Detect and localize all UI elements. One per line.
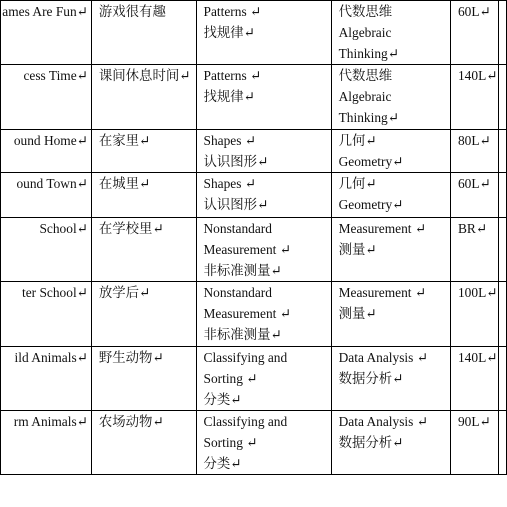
- standard-line: 代数思维: [338, 68, 393, 83]
- topic-line: 找规律↵: [203, 89, 255, 104]
- table-row: [1, 1, 507, 65]
- standard-line: 代数思维: [338, 4, 393, 19]
- edge-cell: [498, 173, 506, 218]
- english-title: ound Town↵: [16, 176, 88, 191]
- lexile-level: 90L↵: [457, 414, 491, 429]
- chinese-title-cell: [91, 347, 196, 411]
- topic-line: Nonstandard: [203, 285, 272, 300]
- chinese-title-cell: [91, 130, 196, 173]
- topic-cell: [196, 218, 331, 282]
- edge-cell: [498, 218, 506, 282]
- english-title: ound Home↵: [13, 133, 88, 148]
- english-title: ild Animals↵: [14, 350, 88, 365]
- standard-line: 测量↵: [338, 242, 377, 257]
- level-cell: [450, 411, 498, 475]
- chinese-title: 在家里↵: [98, 133, 151, 148]
- level-cell: [450, 347, 498, 411]
- topic-line: 认识图形↵: [203, 154, 269, 169]
- chinese-title: 在学校里↵: [98, 221, 164, 236]
- english-title-cell: [1, 411, 92, 475]
- chinese-title-cell: [91, 218, 196, 282]
- standard-line: Measurement ↵: [338, 285, 427, 300]
- topic-cell: [196, 411, 331, 475]
- standard-line: Data Analysis ↵: [338, 414, 428, 429]
- english-title-cell: [1, 282, 92, 347]
- topic-line: 非标准测量↵: [203, 327, 282, 342]
- chinese-title: 农场动物↵: [98, 414, 164, 429]
- english-title: ter School↵: [22, 285, 88, 300]
- table-body: [1, 1, 507, 475]
- topic-line: Nonstandard: [203, 221, 272, 236]
- standard-line: Algebraic: [338, 25, 392, 40]
- chinese-title: 在城里↵: [98, 176, 151, 191]
- topic-line: Classifying and: [203, 414, 288, 429]
- standard-cell: [331, 130, 450, 173]
- chinese-title-cell: [91, 411, 196, 475]
- topic-cell: [196, 1, 331, 65]
- level-cell: [450, 1, 498, 65]
- english-title-cell: [1, 1, 92, 65]
- english-title-cell: [1, 218, 92, 282]
- topic-line: Shapes ↵: [203, 133, 257, 148]
- english-title: rm Animals↵: [13, 414, 88, 429]
- english-title-cell: [1, 173, 92, 218]
- english-title-cell: [1, 130, 92, 173]
- topic-line: Patterns ↵: [203, 4, 262, 19]
- table-row: [1, 282, 507, 347]
- topic-cell: [196, 347, 331, 411]
- standard-line: Data Analysis ↵: [338, 350, 428, 365]
- standard-line: Thinking↵: [338, 110, 399, 125]
- level-cell: [450, 65, 498, 130]
- topic-line: Sorting ↵: [203, 371, 258, 386]
- standard-cell: [331, 282, 450, 347]
- edge-cell: [498, 1, 506, 65]
- table-row: [1, 173, 507, 218]
- standard-line: 测量↵: [338, 306, 377, 321]
- standard-line: Geometry↵: [338, 154, 404, 169]
- level-cell: [450, 218, 498, 282]
- level-cell: [450, 130, 498, 173]
- table-row: [1, 130, 507, 173]
- table-row: [1, 65, 507, 130]
- table-row: [1, 347, 507, 411]
- standard-cell: [331, 65, 450, 130]
- chinese-title-cell: [91, 282, 196, 347]
- english-title-cell: [1, 347, 92, 411]
- english-title: School↵: [39, 221, 88, 236]
- topic-line: 非标准测量↵: [203, 263, 282, 278]
- lexile-level: 80L↵: [457, 133, 491, 148]
- topic-line: Classifying and: [203, 350, 288, 365]
- table-row: [1, 218, 507, 282]
- chinese-title: 课间休息时间↵: [98, 68, 191, 83]
- standard-cell: [331, 347, 450, 411]
- standard-line: Thinking↵: [338, 46, 399, 61]
- chinese-title: 放学后↵: [98, 285, 151, 300]
- chinese-title-cell: [91, 65, 196, 130]
- topic-line: 认识图形↵: [203, 197, 269, 212]
- edge-cell: [498, 130, 506, 173]
- standard-line: Geometry↵: [338, 197, 404, 212]
- lexile-level: 140L↵: [457, 68, 498, 83]
- lexile-level: 100L↵: [457, 285, 498, 300]
- topic-line: Sorting ↵: [203, 435, 258, 450]
- standard-line: 数据分析↵: [338, 371, 404, 386]
- lexile-level: 60L↵: [457, 4, 491, 19]
- topic-line: 分类↵: [203, 392, 242, 407]
- standard-line: 几何↵: [338, 176, 377, 191]
- standard-cell: [331, 1, 450, 65]
- topic-cell: [196, 65, 331, 130]
- standard-line: 几何↵: [338, 133, 377, 148]
- topic-line: Measurement ↵: [203, 306, 291, 321]
- chinese-title: 游戏很有趣: [98, 4, 166, 19]
- edge-cell: [498, 282, 506, 347]
- chinese-title-cell: [91, 1, 196, 65]
- topic-cell: [196, 282, 331, 347]
- standard-cell: [331, 411, 450, 475]
- standard-line: 数据分析↵: [338, 435, 404, 450]
- topic-line: 分类↵: [203, 456, 242, 471]
- english-title-cell: [1, 65, 92, 130]
- chinese-title-cell: [91, 173, 196, 218]
- topic-line: Measurement ↵: [203, 242, 291, 257]
- level-cell: [450, 173, 498, 218]
- lexile-level: BR↵: [457, 221, 488, 236]
- chinese-title: 野生动物↵: [98, 350, 164, 365]
- standard-line: Algebraic: [338, 89, 392, 104]
- standard-cell: [331, 218, 450, 282]
- edge-cell: [498, 411, 506, 475]
- english-title: ames Are Fun↵: [2, 4, 88, 19]
- standard-cell: [331, 173, 450, 218]
- topic-line: Patterns ↵: [203, 68, 262, 83]
- edge-cell: [498, 347, 506, 411]
- topic-line: Shapes ↵: [203, 176, 257, 191]
- table-row: [1, 411, 507, 475]
- lexile-level: 60L↵: [457, 176, 491, 191]
- topic-line: 找规律↵: [203, 25, 255, 40]
- standard-line: Measurement ↵: [338, 221, 427, 236]
- english-title: cess Time↵: [23, 68, 88, 83]
- lexile-level: 140L↵: [457, 350, 498, 365]
- topic-cell: [196, 173, 331, 218]
- level-cell: [450, 282, 498, 347]
- topic-cell: [196, 130, 331, 173]
- edge-cell: [498, 65, 506, 130]
